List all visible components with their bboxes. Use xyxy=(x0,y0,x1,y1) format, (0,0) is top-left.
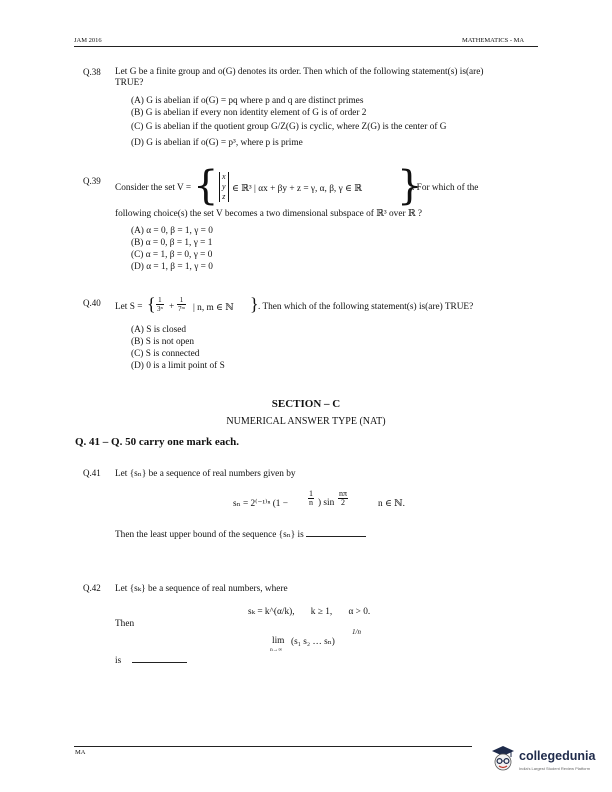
q39-number: Q.39 xyxy=(83,176,101,186)
q42-limit-sub: n→∞ xyxy=(270,647,283,653)
q39-stem-post: . For which of the xyxy=(412,183,479,193)
q41-formula-fraction xyxy=(308,490,314,507)
q40-open-brace: { xyxy=(147,294,156,314)
q39-option-b: (B) α = 0, β = 1, γ = 1 xyxy=(131,238,213,248)
q42-answer-blank[interactable] xyxy=(132,654,187,663)
q39-option-a: (A) α = 0, β = 1, γ = 0 xyxy=(131,226,213,236)
collegedunia-logo-name: collegedunia xyxy=(519,749,596,763)
section-title: SECTION – C xyxy=(271,398,341,410)
header-subject: MATHEMATICS - MA xyxy=(462,37,525,44)
q40-frac2-num: 1 xyxy=(177,296,186,305)
q38-option-b: (B) G is abelian if every non identity element of G is of order 2 xyxy=(131,108,367,118)
q41-answer-blank[interactable] xyxy=(306,528,366,537)
q39-stem-line2: following choice(s) the set V becomes a two dimensional subspace of ℝ³ over ℝ ? xyxy=(115,209,423,219)
q42-limit-exp: 1/n xyxy=(352,628,361,636)
q42-formula: sₖ = k^(α/k), k ≥ 1, α > 0. xyxy=(248,607,371,617)
q41-question xyxy=(115,528,366,540)
q41-sin-fraction xyxy=(338,490,348,507)
q42-is xyxy=(115,654,187,666)
footer-rule xyxy=(74,746,472,747)
q42-number: Q.42 xyxy=(83,583,101,593)
q40-stem-pre: Let S = xyxy=(115,302,143,312)
section-subtitle: NUMERICAL ANSWER TYPE (NAT) xyxy=(226,416,386,427)
q40-stem-post: . Then which of the following statement(s) is(are) TRUE? xyxy=(258,302,474,312)
q42-limit-label: lim xyxy=(272,636,285,646)
q38-option-c: (C) G is abelian if the quotient group G/Z(G) is cyclic, where Z(G) is the center of G xyxy=(131,122,447,132)
collegedunia-logo-icon xyxy=(489,744,517,772)
q41-question-text: Then the least upper bound of the sequence {sₙ} is xyxy=(115,530,304,540)
q38-option-a: (A) G is abelian if o(G) = pq where p and q are distinct primes xyxy=(131,96,364,106)
q38-stem-line2: TRUE? xyxy=(115,78,144,88)
collegedunia-logo-tagline: India's Largest Student Review Platform xyxy=(519,766,591,771)
q42-stem: Let {sₖ} be a sequence of real numbers, where xyxy=(115,584,288,594)
q40-plus: + xyxy=(169,302,175,312)
q41-frac-num: 1 xyxy=(309,489,313,498)
q39-option-d: (D) α = 1, β = 1, γ = 0 xyxy=(131,262,213,272)
q40-number: Q.40 xyxy=(83,298,101,308)
q42-is-text: is xyxy=(115,656,122,666)
section-instruction: Q. 41 – Q. 50 carry one mark each. xyxy=(75,436,240,448)
q40-option-d: (D) 0 is a limit point of S xyxy=(131,361,225,371)
q40-frac1-num: 1 xyxy=(156,296,164,305)
q40-option-a: (A) S is closed xyxy=(131,325,187,335)
q41-formula-domain: n ∈ ℕ. xyxy=(378,499,406,509)
header-rule xyxy=(74,46,538,47)
q39-vector xyxy=(219,172,229,202)
q40-close-brace: } xyxy=(250,294,259,314)
q38-option-d: (D) G is abelian if o(G) = p³, where p is prime xyxy=(131,138,303,148)
q39-stem-pre: Consider the set V = xyxy=(115,183,192,193)
q40-fraction-1 xyxy=(156,296,164,313)
q39-open-brace: { xyxy=(193,163,219,209)
q39-close-brace: } xyxy=(397,163,423,209)
q39-matrix-y: y xyxy=(222,182,226,191)
q39-option-c: (C) α = 1, β = 0, γ = 0 xyxy=(131,250,213,260)
q41-sin-num: nπ xyxy=(339,489,348,498)
q41-stem: Let {sₙ} be a sequence of real numbers given by xyxy=(115,469,296,479)
footer-code: MA xyxy=(75,749,86,756)
header-exam: JAM 2016 xyxy=(74,37,102,44)
q40-frac2-den: 7ᵐ xyxy=(178,305,185,313)
q38-stem-line1: Let G be a finite group and o(G) denotes its order. Then which of the following statement(s) is(are) xyxy=(115,67,484,77)
q40-stem-mid: | n, m ∈ ℕ xyxy=(193,303,234,313)
q42-then: Then xyxy=(115,619,135,629)
q42-limit-expr: (s₁ s₂ … sₙ) xyxy=(291,637,335,647)
q41-number: Q.41 xyxy=(83,468,101,478)
q38-number: Q.38 xyxy=(83,67,101,77)
q39-matrix-x: x xyxy=(222,172,226,181)
q39-stem-mid: ∈ ℝ³ | αx + βy + z = γ, α, β, γ ∈ ℝ xyxy=(232,184,362,194)
q39-matrix xyxy=(219,172,229,202)
q41-sin-den: 2 xyxy=(341,498,346,507)
q41-frac-den: n xyxy=(309,498,313,507)
q39-matrix-z: z xyxy=(222,192,226,201)
q40-fraction-2 xyxy=(177,296,186,313)
q40-frac1-den: 3ⁿ xyxy=(157,305,163,313)
q41-formula-sin: ) sin xyxy=(318,498,335,508)
q40-option-b: (B) S is not open xyxy=(131,337,195,347)
q40-option-c: (C) S is connected xyxy=(131,349,200,359)
q41-formula-lhs: sₙ = 2⁽⁻¹⁾ⁿ (1 − xyxy=(233,499,289,509)
